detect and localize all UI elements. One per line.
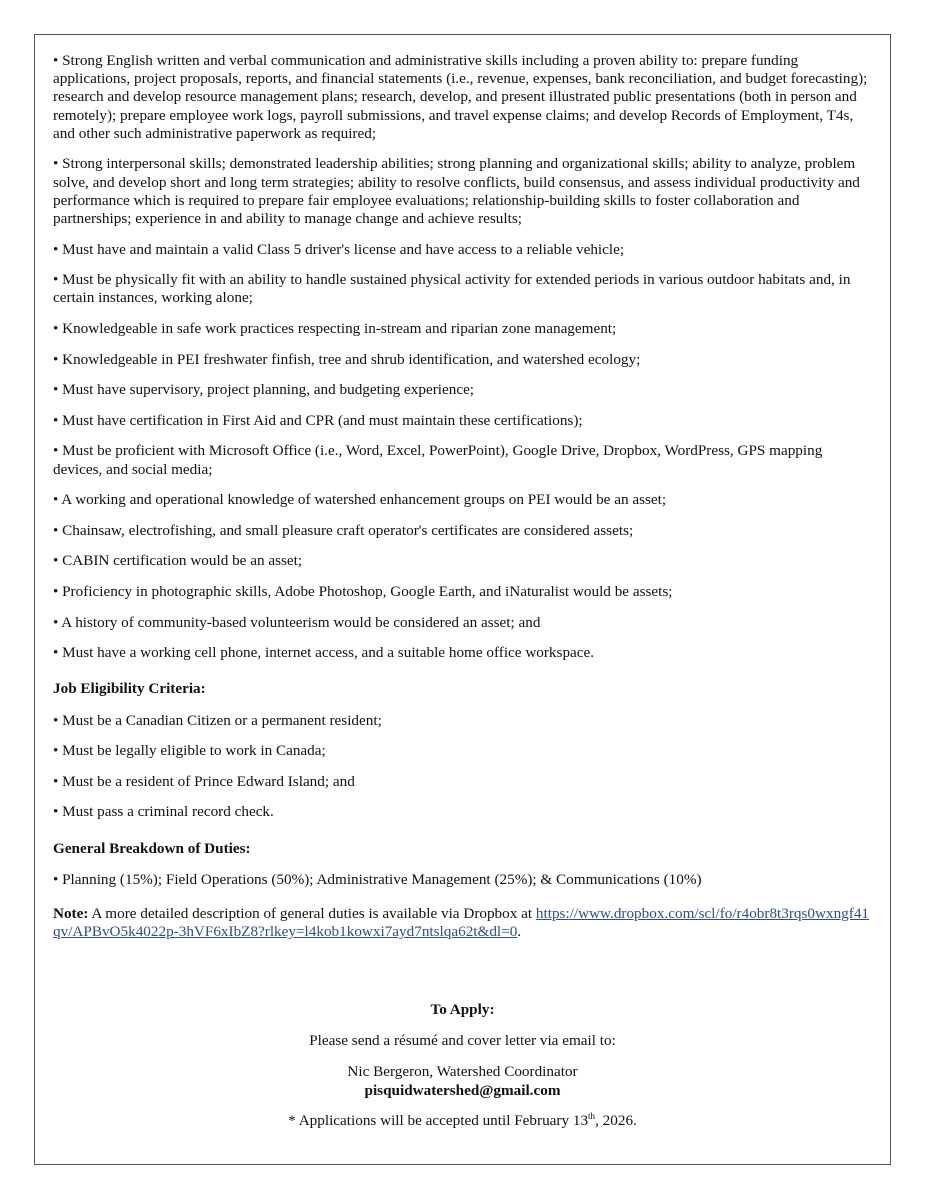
list-item: • Chainsaw, electrofishing, and small pleasure craft operator's certificates are considered assets; [53,521,634,539]
list-item: • Proficiency in photographic skills, Adobe Photoshop, Google Earth, and iNaturalist would be assets; [53,582,673,600]
apply-section [34,1001,891,1130]
list-item: • Strong interpersonal skills; demonstrated leadership abilities; strong planning and organizational skills; ability to analyze, problem solve, and develop short and long term strategies; ability to resolve conflicts, build consensus, and assess individual productivity and performance which is required to prepare fair employee evaluations; relationship-building skills to foster collaboration and partnerships; experience in and ability to manage change and achieve results; [53,155,860,228]
list-item: • Strong English written and verbal communication and administrative skills including a proven ability to: prepare funding applications, project proposals, reports, and financial statements (i.e., revenue, expenses, bank reconciliation, and budget forecasting); research and develop resource management plans; research, develop, and present illustrated public presentations (both in person and remotely); prepare employee work logs, payroll submissions, and travel expense claims; and develop Records of Employment, T4s, and other such administrative paperwork as required; [53,52,868,142]
note-text: A more detailed description of general duties is available via Dropbox at [88,904,536,922]
note-paragraph [53,905,875,941]
list-item: • CABIN certification would be an asset; [53,552,303,570]
list-item: • Must be physically fit with an ability to handle sustained physical activity for extended periods in various outdoor habitats and, in certain instances, working alone; [53,271,851,307]
list-item: • A history of community-based volunteerism would be considered an asset; and [53,613,541,631]
list-item: • Planning (15%); Field Operations (50%); Administrative Management (25%); & Communications (10%) [53,870,702,888]
list-item: • Must have supervisory, project planning, and budgeting experience; [53,381,475,399]
contact-email[interactable]: pisquidwatershed@gmail.com [364,1081,561,1099]
deadline-prefix: * Applications will be accepted until February 13 [288,1111,589,1129]
eligibility-heading: Job Eligibility Criteria: [53,680,206,698]
note-label: Note: [53,904,89,922]
qualifications-list [53,52,875,662]
list-item: • Must have and maintain a valid Class 5 driver's license and have access to a reliable vehicle; [53,240,625,258]
deadline-superscript: th [588,1110,596,1121]
apply-instructions: Please send a résumé and cover letter via email to: [309,1032,616,1050]
apply-title: To Apply: [430,1001,495,1018]
list-item: • Must pass a criminal record check. [53,803,274,821]
contact-name: Nic Bergeron, Watershed Coordinator [347,1063,578,1081]
dropbox-link[interactable]: https://www.dropbox.com/scl/fo/r4obr8t3rqs0wxngf41qv/APBvO5k4022p-3hVF6xIbZ8?rlkey=l4kob1kowxi7ayd7ntslqa62t&dl=0 [53,904,870,941]
deadline-suffix: , 2026. [595,1111,637,1129]
list-item: • Knowledgeable in safe work practices respecting in-stream and riparian zone management; [53,320,617,337]
note-end: . [517,923,522,941]
list-item: • Must have a working cell phone, internet access, and a suitable home office workspace. [53,644,595,662]
list-item: • Must be a Canadian Citizen or a permanent resident; [53,711,382,729]
list-item: • Knowledgeable in PEI freshwater finfish, tree and shrub identification, and watershed ecology; [53,350,641,368]
list-item: • Must be a resident of Prince Edward Island; and [53,772,355,790]
list-item: • Must be legally eligible to work in Canada; [53,742,326,760]
list-item: • A working and operational knowledge of watershed enhancement groups on PEI would be an asset; [53,491,667,509]
list-item: • Must have certification in First Aid and CPR (and must maintain these certifications); [53,411,583,429]
list-item: • Must be proficient with Microsoft Office (i.e., Word, Excel, PowerPoint), Google Drive, Dropbox, WordPress, GPS mapping devices, and social media; [53,442,823,478]
eligibility-list [53,712,875,822]
document-body [53,52,875,954]
duties-list [53,871,875,889]
application-deadline [34,1112,891,1130]
duties-heading: General Breakdown of Duties: [53,839,251,857]
